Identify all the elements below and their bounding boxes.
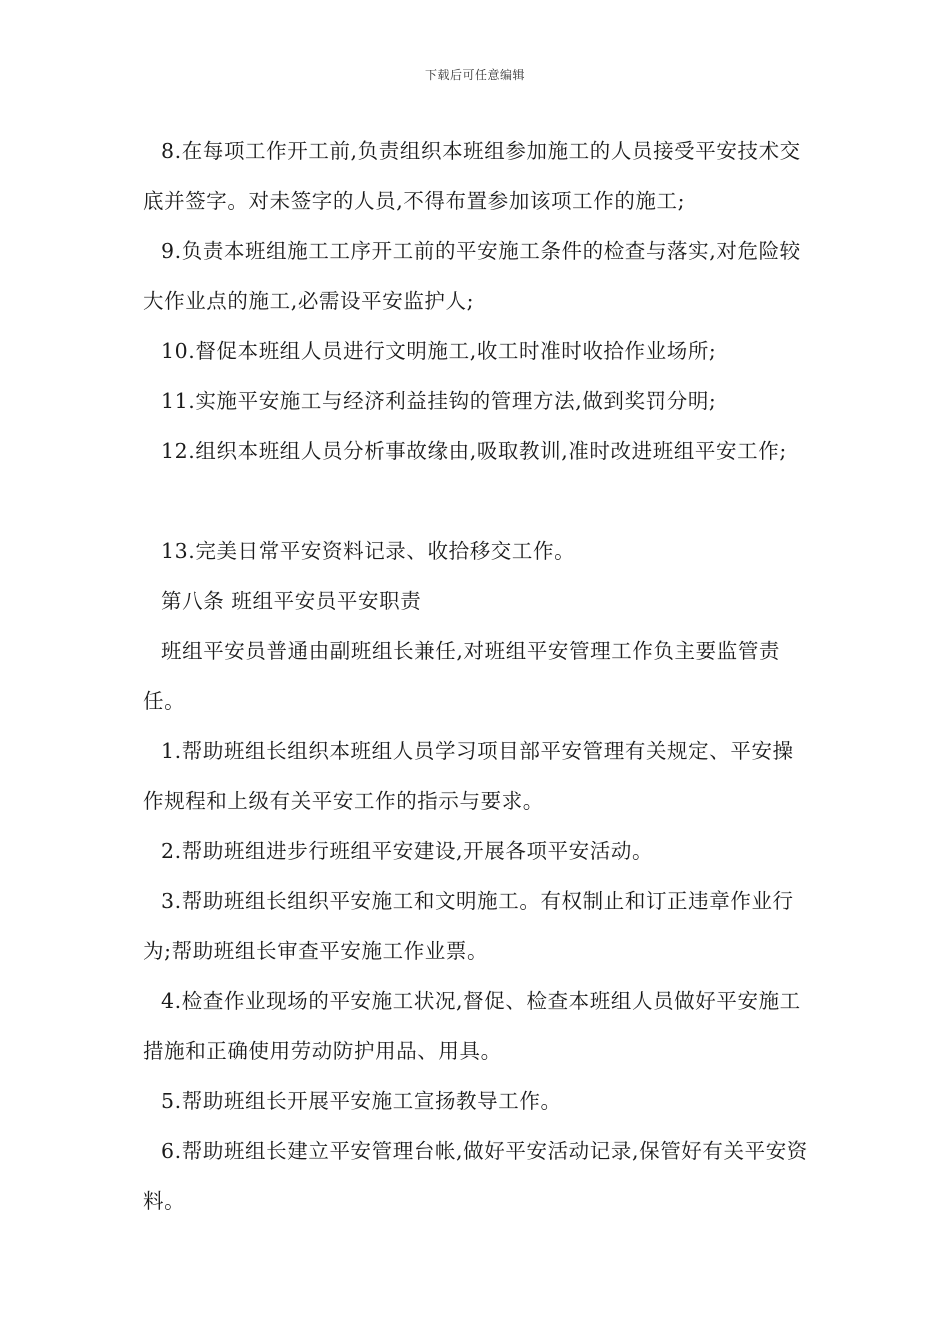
paragraph-item-12: 12.组织本班组人员分析事故缘由,吸取教训,准时改进班组平安工作;: [161, 439, 787, 463]
page-header: 下载后可任意编辑: [424, 68, 525, 82]
paragraph-item-11: 11.实施平安施工与经济利益挂钩的管理方法,做到奖罚分明;: [161, 389, 717, 413]
paragraph-item-8: 8.在每项工作开工前,负责组织本班组参加施工的人员接受平安技术交底并签字。对未签字的人员,不得布置参加该项工作的施工;: [143, 139, 801, 213]
duty-item-3: 3.帮助班组长组织平安施工和文明施工。有权制止和订正违章作业行为;帮助班组长审查平安施工作业票。: [143, 889, 794, 963]
section-intro: 班组平安员普通由副班组长兼任,对班组平安管理工作负主要监管责任。: [143, 639, 781, 713]
duty-item-2: 2.帮助班组进步行班组平安建设,开展各项平安活动。: [161, 839, 654, 863]
duty-item-5: 5.帮助班组长开展平安施工宣扬教导工作。: [161, 1089, 562, 1113]
paragraph-item-10: 10.督促本班组人员进行文明施工,收工时准时收拾作业场所;: [161, 339, 717, 363]
duty-item-6: 6.帮助班组长建立平安管理台帐,做好平安活动记录,保管好有关平安资料。: [143, 1139, 808, 1213]
paragraph-item-13: 13.完美日常平安资料记录、收拾移交工作。: [161, 539, 576, 563]
section-heading-article-8: 第八条 班组平安员平安职责: [161, 589, 422, 613]
blank-line: [143, 476, 813, 526]
duty-item-1: 1.帮助班组长组织本班组人员学习项目部平安管理有关规定、平安操作规程和上级有关平安工作的指示与要求。: [143, 739, 794, 813]
duty-item-4: 4.检查作业现场的平安施工状况,督促、检查本班组人员做好平安施工措施和正确使用劳动防护用品、用具。: [143, 989, 801, 1063]
document-body: [143, 126, 813, 1226]
paragraph-item-9: 9.负责本班组施工工序开工前的平安施工条件的检查与落实,对危险较大作业点的施工,必需设平安监护人;: [143, 239, 801, 313]
